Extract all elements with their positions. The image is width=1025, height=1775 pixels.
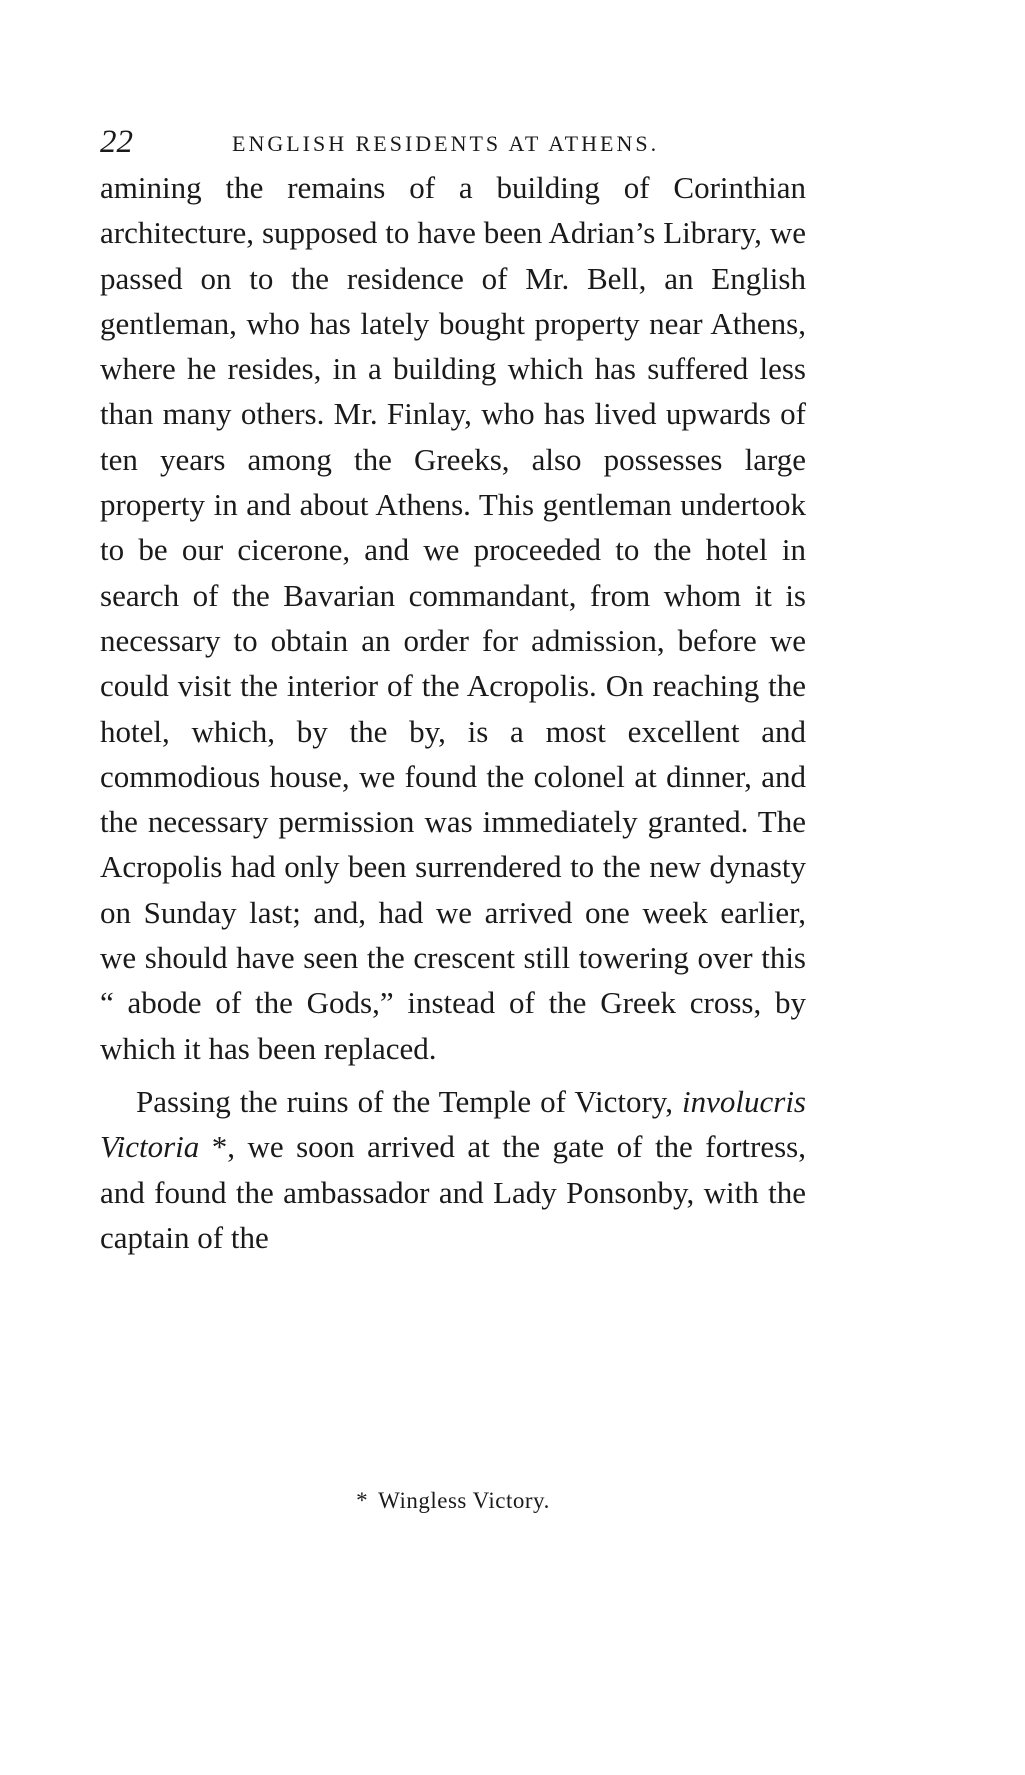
footnote-text: Wingless Victory. [378, 1488, 550, 1513]
footnote-mark: * [356, 1488, 369, 1513]
paragraph-2-rest: , we soon arrived at the gate of the fortress, and found the ambassador and Lady Ponsonby, with the captain of the [100, 1129, 806, 1255]
footnote [100, 1484, 806, 1518]
latin-phrase: involucris Victoria [100, 1083, 807, 1165]
page-number: 22 [100, 124, 133, 160]
running-head: ENGLISH RESIDENTS AT ATHENS. [232, 131, 660, 156]
page-header [100, 122, 800, 162]
paragraph-1: amining the remains of a building of Corinthian architecture, supposed to have been Adrian’s Library, we passed on to the residence of Mr. Bell, an English gentleman, who has lately bought property near Athens, where he resides, in a building which has suffered less than many others. Mr. Finlay, who has lived upwards of ten years among the Greeks, also possesses large property in and about Athens. This gentleman undertook to be our cicerone, and we proceeded to the hotel in search of the Bavarian commandant, from whom it is necessary to obtain an order for admission, before we could visit the interior of the Acropolis. On reaching the hotel, which, by the by, is a most excellent and commodious house, we found the colonel at dinner, and the necessary permission was immediately granted. The Acropolis had only been surrendered to the new dynasty on Sunday last; and, had we arrived one week earlier, we should have seen the crescent still towering over this “ abode of the Gods,” instead of the Greek cross, by which it has been replaced. [100, 170, 806, 1066]
paragraph-2-lead: Passing the ruins of the Temple of Victory, [136, 1083, 674, 1119]
paragraph-2 [100, 1079, 806, 1260]
body-text [100, 165, 806, 1260]
footnote-reference: * [211, 1129, 228, 1165]
